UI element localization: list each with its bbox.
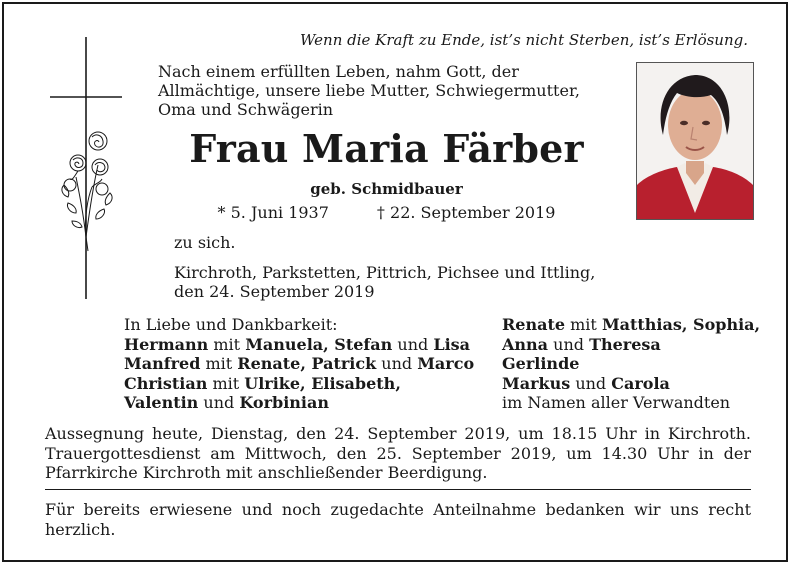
family-list-right xyxy=(502,315,760,413)
obituary-notice xyxy=(2,2,788,562)
family-list-left xyxy=(124,315,474,413)
places-line: Kirchroth, Parkstetten, Pittrich, Pichsee und Ittling, xyxy=(174,263,596,282)
deceased-name: Frau Maria Färber xyxy=(189,126,584,171)
places-and-date xyxy=(174,263,595,301)
family-line: Renate mit Matthias, Sophia, xyxy=(502,315,761,334)
intro-line: Oma und Schwägerin xyxy=(158,100,334,119)
family-line: Markus und Carola xyxy=(502,373,670,393)
date-line: den 24. September 2019 xyxy=(174,282,375,301)
cross-with-roses-icon xyxy=(48,37,128,299)
intro-text xyxy=(158,62,580,119)
portrait-image xyxy=(637,63,753,219)
family-line: Valentin und Korbinian xyxy=(124,393,329,412)
birth-date: * 5. Juni 1937 xyxy=(217,203,329,222)
thanks-text: Für bereits erwiesene und noch zugedachte Anteilnahme bedanken wir uns recht herzlich. xyxy=(45,500,751,539)
intro-line: Allmächtige, unsere liebe Mutter, Schwiegermutter, xyxy=(158,81,580,100)
family-line: Christian mit Ulrike, Elisabeth, xyxy=(124,373,401,393)
maiden-name: geb. Schmidbauer xyxy=(310,180,463,198)
intro-line: Nach einem erfüllten Leben, nahm Gott, der xyxy=(158,62,519,81)
family-line: Manfred mit Renate, Patrick und Marco xyxy=(124,354,475,373)
family-line: Hermann mit Manuela, Stefan und Lisa xyxy=(124,334,471,354)
life-dates xyxy=(154,203,619,222)
family-line: Gerlinde xyxy=(502,354,580,373)
death-date: † 22. September 2019 xyxy=(376,203,556,222)
family-line: Anna und Theresa xyxy=(502,334,661,354)
motto: Wenn die Kraft zu Ende, ist’s nicht Sterben, ist’s Erlösung. xyxy=(299,31,748,49)
family-heading: In Liebe und Dankbarkeit: xyxy=(124,315,338,334)
funeral-service-info: Aussegnung heute, Dienstag, den 24. September 2019, um 18.15 Uhr in Kirchroth. Trauergottesdienst am Mittwoch, den 25. September 2019, um 14.30 Uhr in der Pfarrkirche Kirchroth mit anschließender Beerdigung. xyxy=(45,424,751,482)
divider xyxy=(45,489,751,490)
portrait-photo xyxy=(636,62,754,220)
to-him-text: zu sich. xyxy=(174,233,236,252)
relatives-line: im Namen aller Verwandten xyxy=(502,393,731,412)
